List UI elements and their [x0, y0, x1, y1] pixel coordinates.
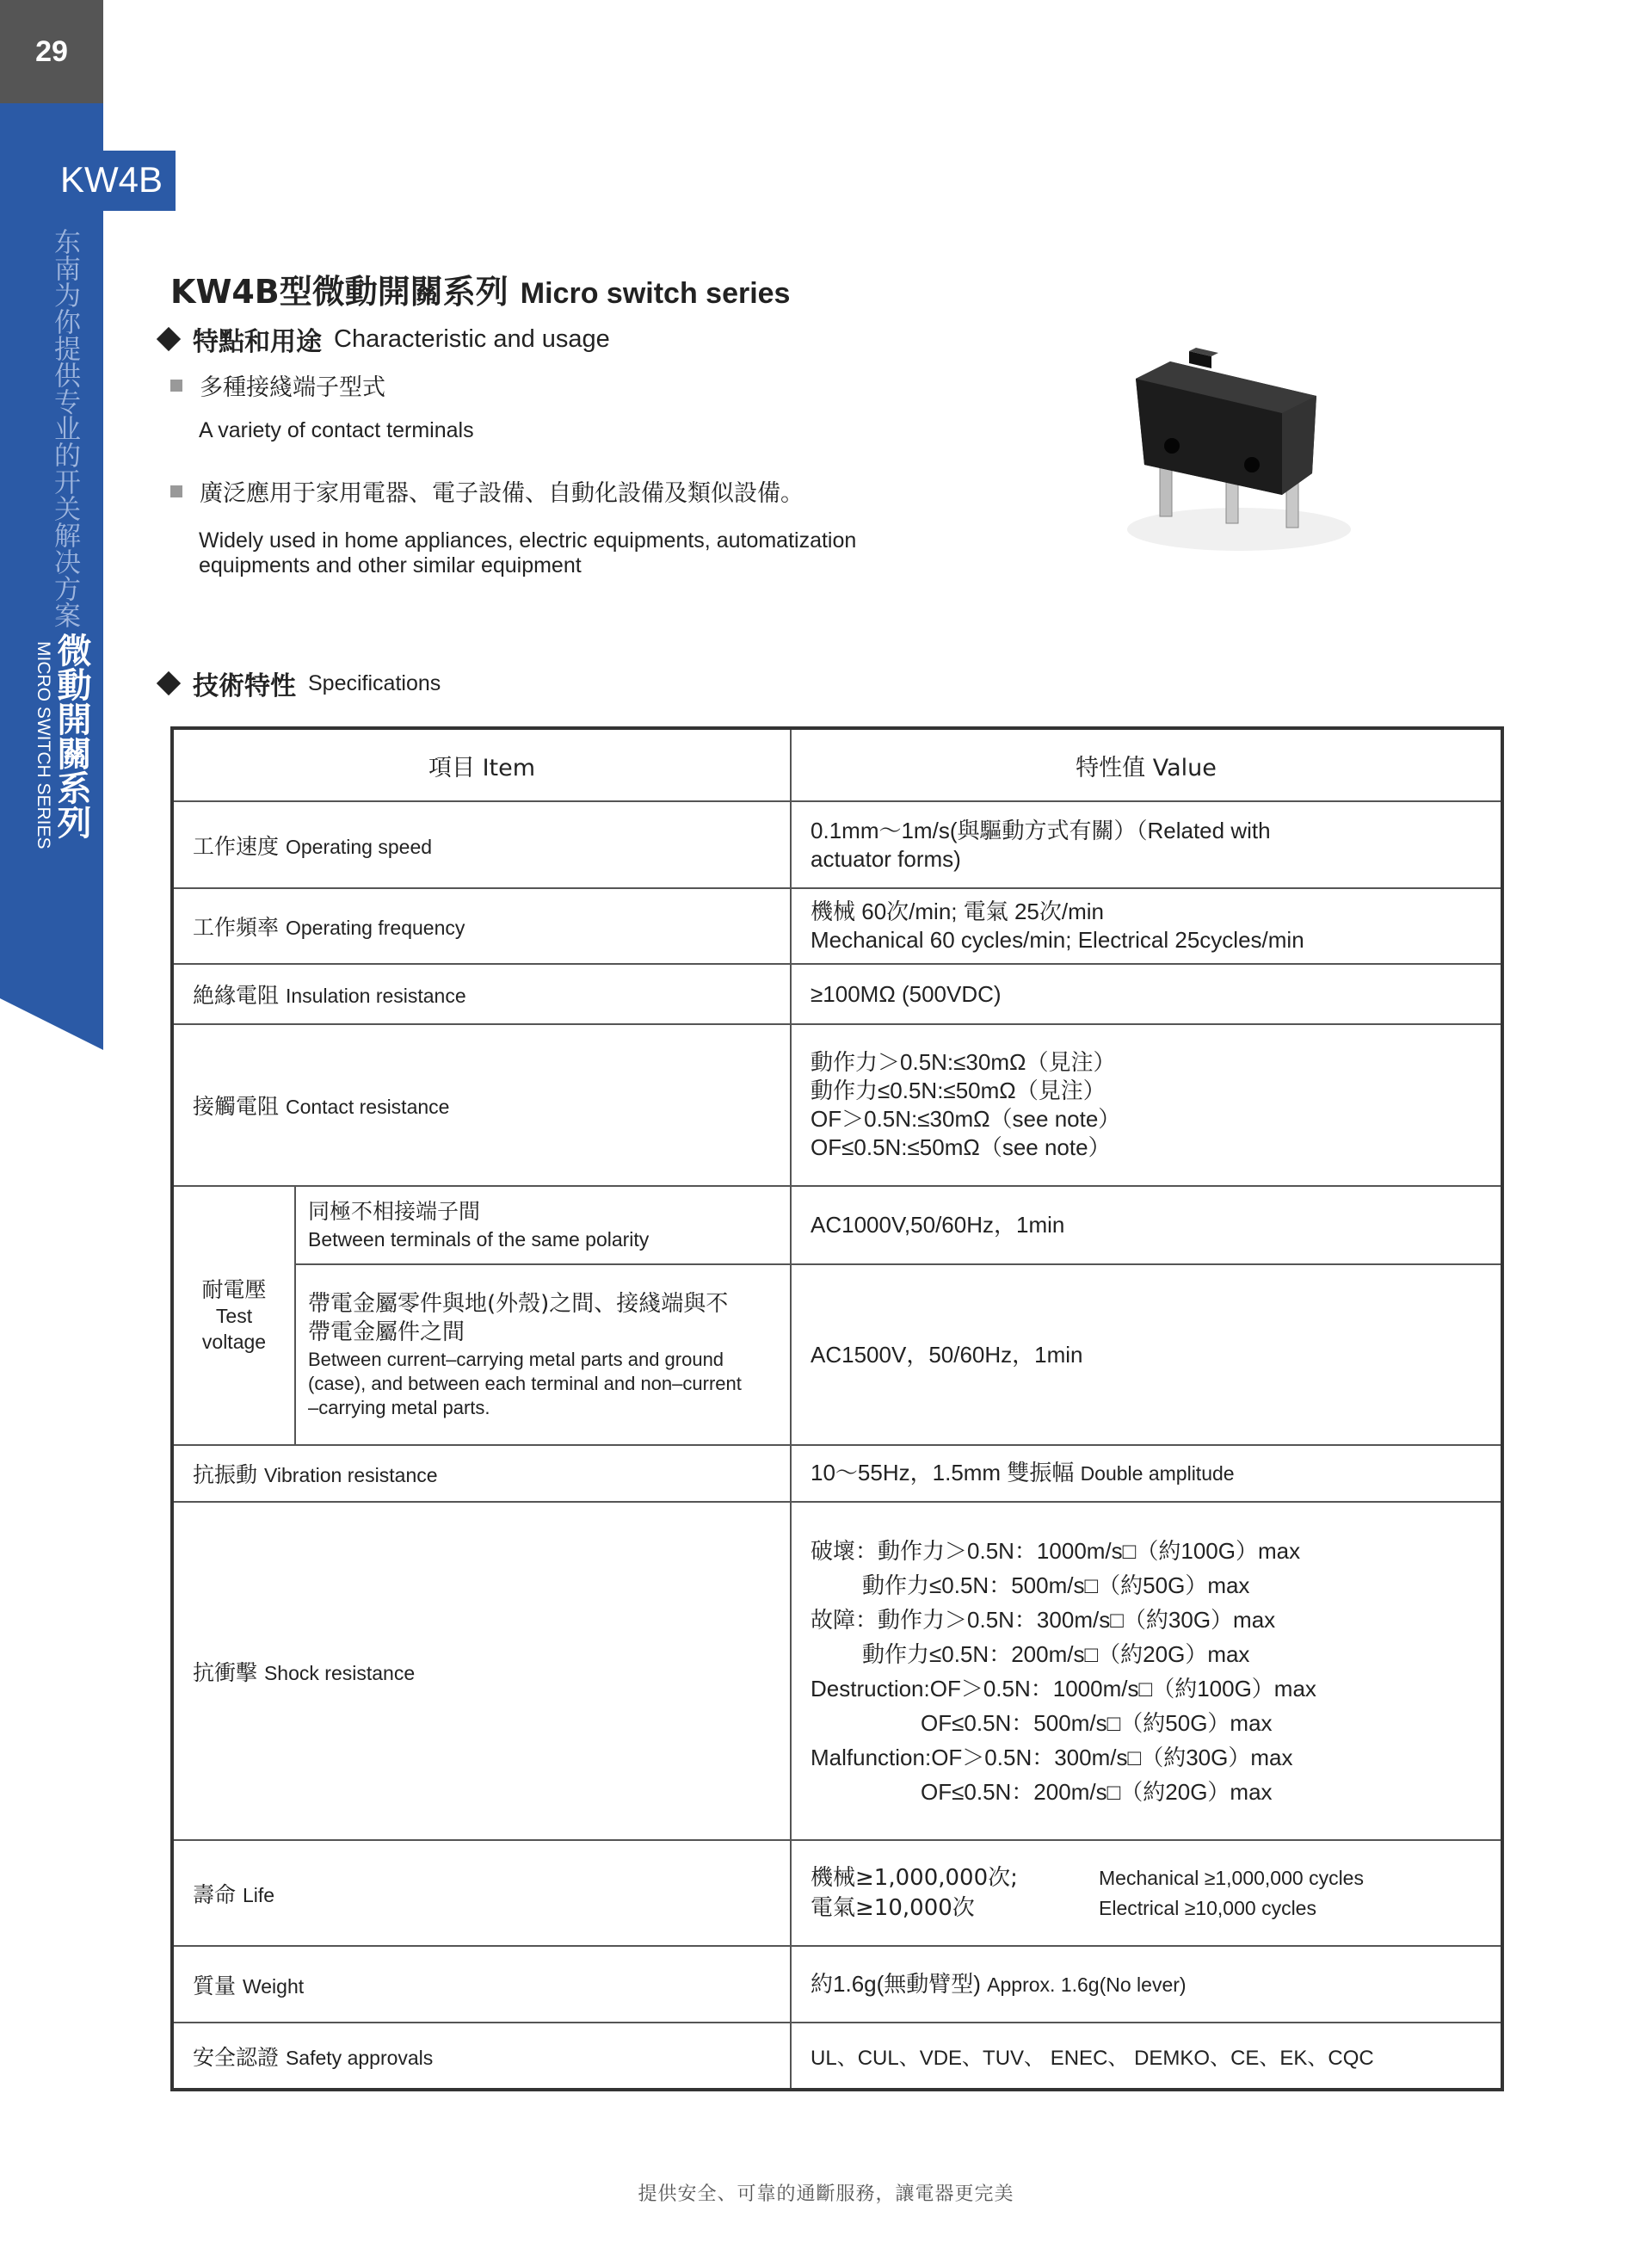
- item-en: Shock resistance: [263, 1661, 416, 1684]
- row-vibration-resistance: [172, 1445, 1502, 1502]
- value-cell: [791, 1946, 1502, 2023]
- series-label-zh: 微動開關系列: [52, 633, 91, 839]
- column-header-value: 特性值 Value: [791, 728, 1502, 801]
- page-title: [170, 265, 790, 312]
- table-header-row: [172, 728, 1502, 801]
- usage-heading: [160, 320, 610, 358]
- value-zh: 10～55Hz，1.5mm 雙振幅: [811, 1460, 1075, 1485]
- value-line: Destruction:OF＞0.5N：1000m/s□（約100G）max: [811, 1675, 1316, 1702]
- item-cell: [172, 2023, 791, 2090]
- row-operating-frequency: [172, 888, 1502, 964]
- page-number: 29: [0, 0, 103, 103]
- value-cell: AC1000V,50/60Hz，1min: [791, 1186, 1502, 1264]
- value-line: 機械 60次/min; 電氣 25次/min: [811, 899, 1104, 924]
- item-en: Contact resistance: [285, 1096, 450, 1118]
- usage-heading-en: Characteristic and usage: [334, 324, 610, 353]
- value-line: 動作力＞0.5N:≤30mΩ（見注）: [811, 1049, 1116, 1075]
- usage-item-1-en: A variety of contact terminals: [199, 418, 474, 442]
- diamond-bullet-icon: [157, 327, 181, 351]
- item-cell: [172, 801, 791, 888]
- item-en: Operating speed: [285, 835, 433, 858]
- specs-heading-zh: 技術特性: [193, 671, 296, 701]
- sub-item-en-line: –carrying metal parts.: [308, 1397, 490, 1418]
- model-label: KW4B: [60, 159, 163, 200]
- item-en: Insulation resistance: [285, 985, 466, 1007]
- voltage-en-line: Test: [215, 1304, 253, 1327]
- value-cell: UL、CUL、VDE、TUV、 ENEC、 DEMKO、CE、EK、CQC: [791, 2023, 1502, 2090]
- value-line: OF≤0.5N:≤50mΩ（see note）: [811, 1134, 1111, 1160]
- page-footer-slogan: 提供安全、可靠的通斷服務，讓電器更完美: [638, 2183, 1014, 2205]
- row-shock-resistance: [172, 1502, 1502, 1840]
- value-line: Malfunction:OF＞0.5N：300m/s□（約30G）max: [811, 1744, 1293, 1770]
- value-cell: [791, 1024, 1502, 1186]
- column-header-item: 項目 Item: [172, 728, 791, 801]
- value-line: OF≤0.5N：200m/s□（約20G）max: [921, 1778, 1273, 1805]
- value-line: 動作力≤0.5N：200m/s□（約20G）max: [862, 1640, 1250, 1667]
- item-zh: 抗振動: [193, 1462, 258, 1487]
- item-zh: 絶緣電阻: [193, 983, 280, 1008]
- row-voltage-same-polarity: [172, 1186, 1502, 1264]
- item-en: Weight: [242, 1974, 305, 1998]
- series-label-en: MICRO SWITCH SERIES: [34, 641, 53, 849]
- value-line: actuator forms): [811, 845, 961, 872]
- row-contact-resistance: [172, 1024, 1502, 1186]
- sub-item-en: Between terminals of the same polarity: [308, 1227, 650, 1251]
- specs-heading-en: Specifications: [308, 670, 441, 695]
- item-zh: 抗衝擊: [193, 1659, 258, 1685]
- sub-item-zh-line: 帶電金屬零件與地(外殼)之間、接綫端與不: [308, 1291, 729, 1317]
- item-en: Operating frequency: [285, 917, 465, 939]
- item-cell: [172, 964, 791, 1024]
- row-voltage-metal-parts: [172, 1264, 1502, 1445]
- value-cell: [791, 1502, 1502, 1840]
- value-cell: [791, 1840, 1502, 1946]
- item-zh: 工作速度: [193, 833, 280, 859]
- value-line: 動作力≤0.5N:≤50mΩ（見注）: [811, 1078, 1106, 1103]
- usage-item-2-en-line1: Widely used in home appliances, electric equipments, automatization: [199, 528, 857, 553]
- value-line: 故障：動作力＞0.5N：300m/s□（約30G）max: [811, 1606, 1276, 1633]
- specifications-table: [170, 726, 1504, 2091]
- item-en: Safety approvals: [285, 2046, 434, 2069]
- value-cell: ≥100MΩ (500VDC): [791, 964, 1502, 1024]
- sub-item-zh: 同極不相接端子間: [308, 1198, 481, 1224]
- item-zh: 安全認證: [193, 2044, 280, 2070]
- square-bullet-icon: [170, 485, 182, 497]
- voltage-label-cell: [172, 1186, 295, 1445]
- value-line: OF＞0.5N:≤30mΩ（see note）: [811, 1106, 1121, 1132]
- title-en: Micro switch series: [520, 277, 791, 310]
- value-cell: [791, 801, 1502, 888]
- life-elec-zh: 電氣≥10,000次: [811, 1894, 975, 1921]
- item-en: Vibration resistance: [263, 1464, 438, 1486]
- usage-item-1: [170, 368, 385, 402]
- item-zh: 質量: [193, 1973, 237, 1998]
- item-cell: [172, 1840, 791, 1946]
- sub-item-en-line: Between current–carrying metal parts and ground: [308, 1349, 724, 1370]
- item-en: Life: [242, 1883, 275, 1906]
- row-weight: [172, 1946, 1502, 2023]
- voltage-zh: 耐電壓: [201, 1276, 267, 1302]
- item-cell: [172, 1024, 791, 1186]
- sidebar-slogan: 东南为你提供专业的开关解决方案: [49, 228, 80, 628]
- row-insulation-resistance: [172, 964, 1502, 1024]
- item-cell: [172, 1502, 791, 1840]
- sub-item-zh-line: 帶電金屬件之間: [308, 1319, 465, 1345]
- row-life: [172, 1840, 1502, 1946]
- usage-item-2-zh: 廣泛應用于家用電器、電子設備、自動化設備及類似設備。: [200, 480, 804, 507]
- value-zh: 約1.6g(無動臂型): [811, 1970, 981, 1997]
- value-cell: AC1500V，50/60Hz，1min: [791, 1264, 1502, 1445]
- value-en: Approx. 1.6g(No lever): [987, 1973, 1187, 1996]
- life-mech-zh: 機械≥1,000,000次;: [811, 1864, 1018, 1891]
- value-cell: [791, 888, 1502, 964]
- usage-item-2: [170, 474, 804, 508]
- item-zh: 工作頻率: [193, 915, 280, 940]
- life-values: [811, 1863, 1482, 1924]
- value-en: Double amplitude: [1080, 1462, 1235, 1485]
- life-elec-en: Electrical ≥10,000 cycles: [1099, 1896, 1316, 1919]
- usage-item-1-zh: 多種接綫端子型式: [200, 374, 385, 401]
- value-cell: [791, 1445, 1502, 1502]
- item-zh: 壽命: [193, 1881, 237, 1907]
- item-cell: [172, 1445, 791, 1502]
- item-cell: [172, 888, 791, 964]
- item-zh: 接觸電阻: [193, 1094, 280, 1119]
- micro-switch-product-image: [1110, 344, 1351, 559]
- life-mech-en: Mechanical ≥1,000,000 cycles: [1099, 1866, 1364, 1889]
- voltage-en-line: voltage: [201, 1330, 267, 1353]
- item-cell: [172, 1946, 791, 2023]
- value-line: OF≤0.5N：500m/s□（約50G）max: [921, 1709, 1273, 1736]
- row-safety-approvals: [172, 2023, 1502, 2090]
- usage-heading-zh: 特點和用途: [193, 327, 322, 357]
- row-operating-speed: [172, 801, 1502, 888]
- sub-item-cell: [295, 1186, 791, 1264]
- title-zh: KW4B型微動開關系列: [170, 273, 509, 311]
- value-line: 0.1mm～1m/s(與驅動方式有關）（Related with: [811, 817, 1271, 843]
- usage-item-2-en-line2: equipments and other similar equipment: [199, 553, 582, 577]
- diamond-bullet-icon: [157, 671, 181, 695]
- value-line: 動作力≤0.5N：500m/s□（約50G）max: [862, 1572, 1250, 1598]
- sub-item-cell: [295, 1264, 791, 1445]
- specs-heading: [160, 664, 441, 702]
- square-bullet-icon: [170, 380, 182, 392]
- value-line: 破壞：動作力＞0.5N：1000m/s□（約100G）max: [811, 1537, 1301, 1564]
- sub-item-en-line: (case), and between each terminal and non–current: [308, 1373, 742, 1394]
- value-line: Mechanical 60 cycles/min; Electrical 25cycles/min: [811, 927, 1304, 953]
